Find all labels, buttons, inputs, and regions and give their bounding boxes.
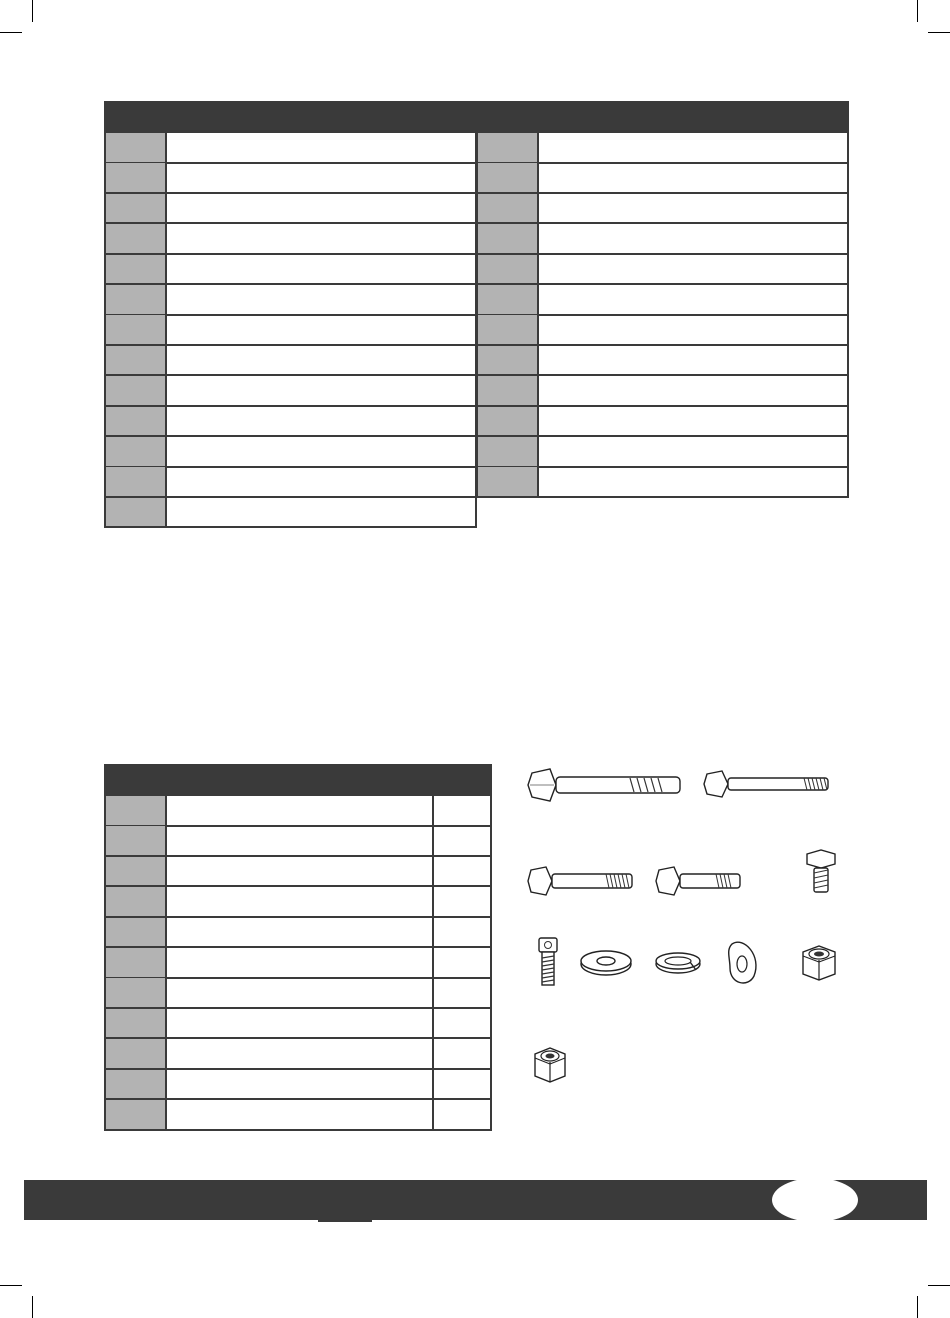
parts-row bbox=[476, 285, 849, 316]
hardware-row-qty bbox=[432, 1070, 490, 1099]
parts-row bbox=[104, 498, 477, 529]
parts-row bbox=[104, 133, 477, 164]
parts-row-name bbox=[539, 133, 847, 162]
hardware-row bbox=[104, 796, 492, 827]
parts-row bbox=[476, 315, 849, 346]
parts-row-number bbox=[478, 255, 539, 284]
parts-row bbox=[476, 133, 849, 164]
hardware-row-name bbox=[167, 918, 432, 947]
parts-row bbox=[104, 467, 477, 498]
hardware-row-number bbox=[106, 796, 167, 825]
small-lock-nut-icon bbox=[530, 1044, 570, 1086]
parts-row-number bbox=[478, 407, 539, 436]
parts-row bbox=[104, 407, 477, 438]
hardware-row-name bbox=[167, 796, 432, 825]
crop-mark bbox=[32, 1296, 33, 1318]
parts-row bbox=[104, 224, 477, 255]
hardware-row-number bbox=[106, 1070, 167, 1099]
hardware-row-name bbox=[167, 1100, 432, 1129]
parts-row-name bbox=[539, 194, 847, 223]
footer-accent bbox=[318, 1219, 372, 1222]
hardware-row-qty bbox=[432, 948, 490, 977]
hardware-row bbox=[104, 1070, 492, 1101]
hardware-row-name bbox=[167, 826, 432, 855]
parts-row-name bbox=[539, 315, 847, 344]
parts-row-name bbox=[167, 467, 475, 496]
parts-row-number bbox=[106, 467, 167, 496]
parts-row-number bbox=[106, 498, 167, 527]
spring-washer-icon bbox=[652, 950, 704, 976]
hardware-row bbox=[104, 1039, 492, 1070]
parts-row bbox=[104, 346, 477, 377]
parts-list-header bbox=[104, 101, 849, 133]
hardware-row bbox=[104, 978, 492, 1009]
parts-row-number bbox=[478, 163, 539, 192]
hardware-row-number bbox=[106, 978, 167, 1007]
parts-row-name bbox=[167, 376, 475, 405]
parts-row-number bbox=[478, 224, 539, 253]
hardware-row-name bbox=[167, 948, 432, 977]
flat-washer-icon bbox=[578, 948, 634, 978]
parts-row bbox=[476, 376, 849, 407]
parts-row-number bbox=[106, 163, 167, 192]
hardware-row bbox=[104, 826, 492, 857]
parts-row bbox=[104, 285, 477, 316]
parts-row-name bbox=[167, 133, 475, 162]
hardware-row bbox=[104, 857, 492, 888]
hardware-row-number bbox=[106, 1100, 167, 1129]
parts-row-name bbox=[539, 467, 847, 496]
parts-row-name bbox=[167, 498, 475, 527]
hardware-row bbox=[104, 1009, 492, 1040]
parts-row-number bbox=[478, 133, 539, 162]
hardware-row-number bbox=[106, 918, 167, 947]
hardware-row-qty bbox=[432, 826, 490, 855]
parts-row-number bbox=[106, 346, 167, 375]
hardware-row-name bbox=[167, 857, 432, 886]
hardware-row-name bbox=[167, 978, 432, 1007]
hardware-row bbox=[104, 918, 492, 949]
parts-row-name bbox=[539, 163, 847, 192]
parts-row-number bbox=[478, 194, 539, 223]
crop-mark bbox=[0, 32, 22, 33]
socket-cap-screw-icon bbox=[536, 936, 560, 988]
hardware-row bbox=[104, 1100, 492, 1131]
hardware-row-qty bbox=[432, 978, 490, 1007]
hardware-row-qty bbox=[432, 887, 490, 916]
parts-row-name bbox=[167, 346, 475, 375]
parts-row-number bbox=[106, 224, 167, 253]
hardware-row-qty bbox=[432, 918, 490, 947]
long-hex-bolt-icon bbox=[526, 766, 686, 804]
hardware-row-qty bbox=[432, 1039, 490, 1068]
curved-washer-icon bbox=[724, 938, 764, 986]
hardware-row-qty bbox=[432, 1100, 490, 1129]
hardware-row-name bbox=[167, 1070, 432, 1099]
hex-bolt-icon bbox=[702, 768, 832, 800]
parts-row bbox=[476, 437, 849, 468]
parts-row-number bbox=[106, 133, 167, 162]
parts-row bbox=[476, 194, 849, 225]
crop-mark bbox=[917, 1296, 918, 1318]
hardware-row-number bbox=[106, 857, 167, 886]
parts-row-number bbox=[106, 255, 167, 284]
parts-row-number bbox=[478, 346, 539, 375]
parts-row-number bbox=[478, 315, 539, 344]
parts-row-name bbox=[539, 224, 847, 253]
hardware-row-qty bbox=[432, 796, 490, 825]
hardware-row-name bbox=[167, 1039, 432, 1068]
parts-row-name bbox=[167, 224, 475, 253]
parts-row bbox=[476, 163, 849, 194]
short-hex-bolt-icon bbox=[654, 864, 744, 898]
parts-row-name bbox=[539, 376, 847, 405]
parts-row-number bbox=[106, 376, 167, 405]
medium-hex-bolt-icon bbox=[526, 864, 636, 898]
crop-mark bbox=[928, 1285, 950, 1286]
crop-mark bbox=[928, 32, 950, 33]
hardware-row-number bbox=[106, 948, 167, 977]
parts-row-number bbox=[478, 437, 539, 466]
parts-row bbox=[104, 163, 477, 194]
parts-row-name bbox=[539, 407, 847, 436]
hardware-row-name bbox=[167, 1009, 432, 1038]
hardware-row-number bbox=[106, 1009, 167, 1038]
parts-row-name bbox=[539, 437, 847, 466]
parts-row-number bbox=[106, 407, 167, 436]
parts-row-name bbox=[167, 255, 475, 284]
parts-row-number bbox=[106, 285, 167, 314]
hardware-row-qty bbox=[432, 857, 490, 886]
hardware-list-header bbox=[104, 764, 492, 796]
nylon-lock-nut-icon bbox=[798, 942, 840, 984]
parts-row-number bbox=[106, 194, 167, 223]
parts-row-name bbox=[539, 285, 847, 314]
parts-row-name bbox=[167, 437, 475, 466]
hardware-row-name bbox=[167, 887, 432, 916]
parts-row-number bbox=[106, 437, 167, 466]
parts-row-name bbox=[167, 315, 475, 344]
hardware-row-number bbox=[106, 1039, 167, 1068]
parts-row bbox=[104, 194, 477, 225]
crop-mark bbox=[917, 0, 918, 22]
parts-row bbox=[476, 467, 849, 498]
parts-row-name bbox=[167, 285, 475, 314]
parts-row-name bbox=[167, 194, 475, 223]
parts-row bbox=[104, 315, 477, 346]
hardware-row bbox=[104, 887, 492, 918]
hardware-row-number bbox=[106, 826, 167, 855]
hardware-row-qty bbox=[432, 1009, 490, 1038]
parts-row bbox=[476, 255, 849, 286]
parts-row bbox=[104, 255, 477, 286]
parts-row bbox=[476, 407, 849, 438]
hardware-row-number bbox=[106, 887, 167, 916]
parts-row-number bbox=[478, 467, 539, 496]
parts-row bbox=[476, 224, 849, 255]
crop-mark bbox=[0, 1285, 22, 1286]
small-hex-bolt-icon bbox=[804, 848, 838, 896]
parts-row-name bbox=[167, 407, 475, 436]
parts-row bbox=[476, 346, 849, 377]
parts-row-number bbox=[478, 376, 539, 405]
page-number bbox=[772, 1178, 858, 1222]
parts-row-name bbox=[539, 255, 847, 284]
parts-row bbox=[104, 437, 477, 468]
parts-row-number bbox=[478, 285, 539, 314]
crop-mark bbox=[32, 0, 33, 22]
parts-row-number bbox=[106, 315, 167, 344]
parts-row bbox=[104, 376, 477, 407]
hardware-row bbox=[104, 948, 492, 979]
parts-row-name bbox=[539, 346, 847, 375]
parts-row-name bbox=[167, 163, 475, 192]
